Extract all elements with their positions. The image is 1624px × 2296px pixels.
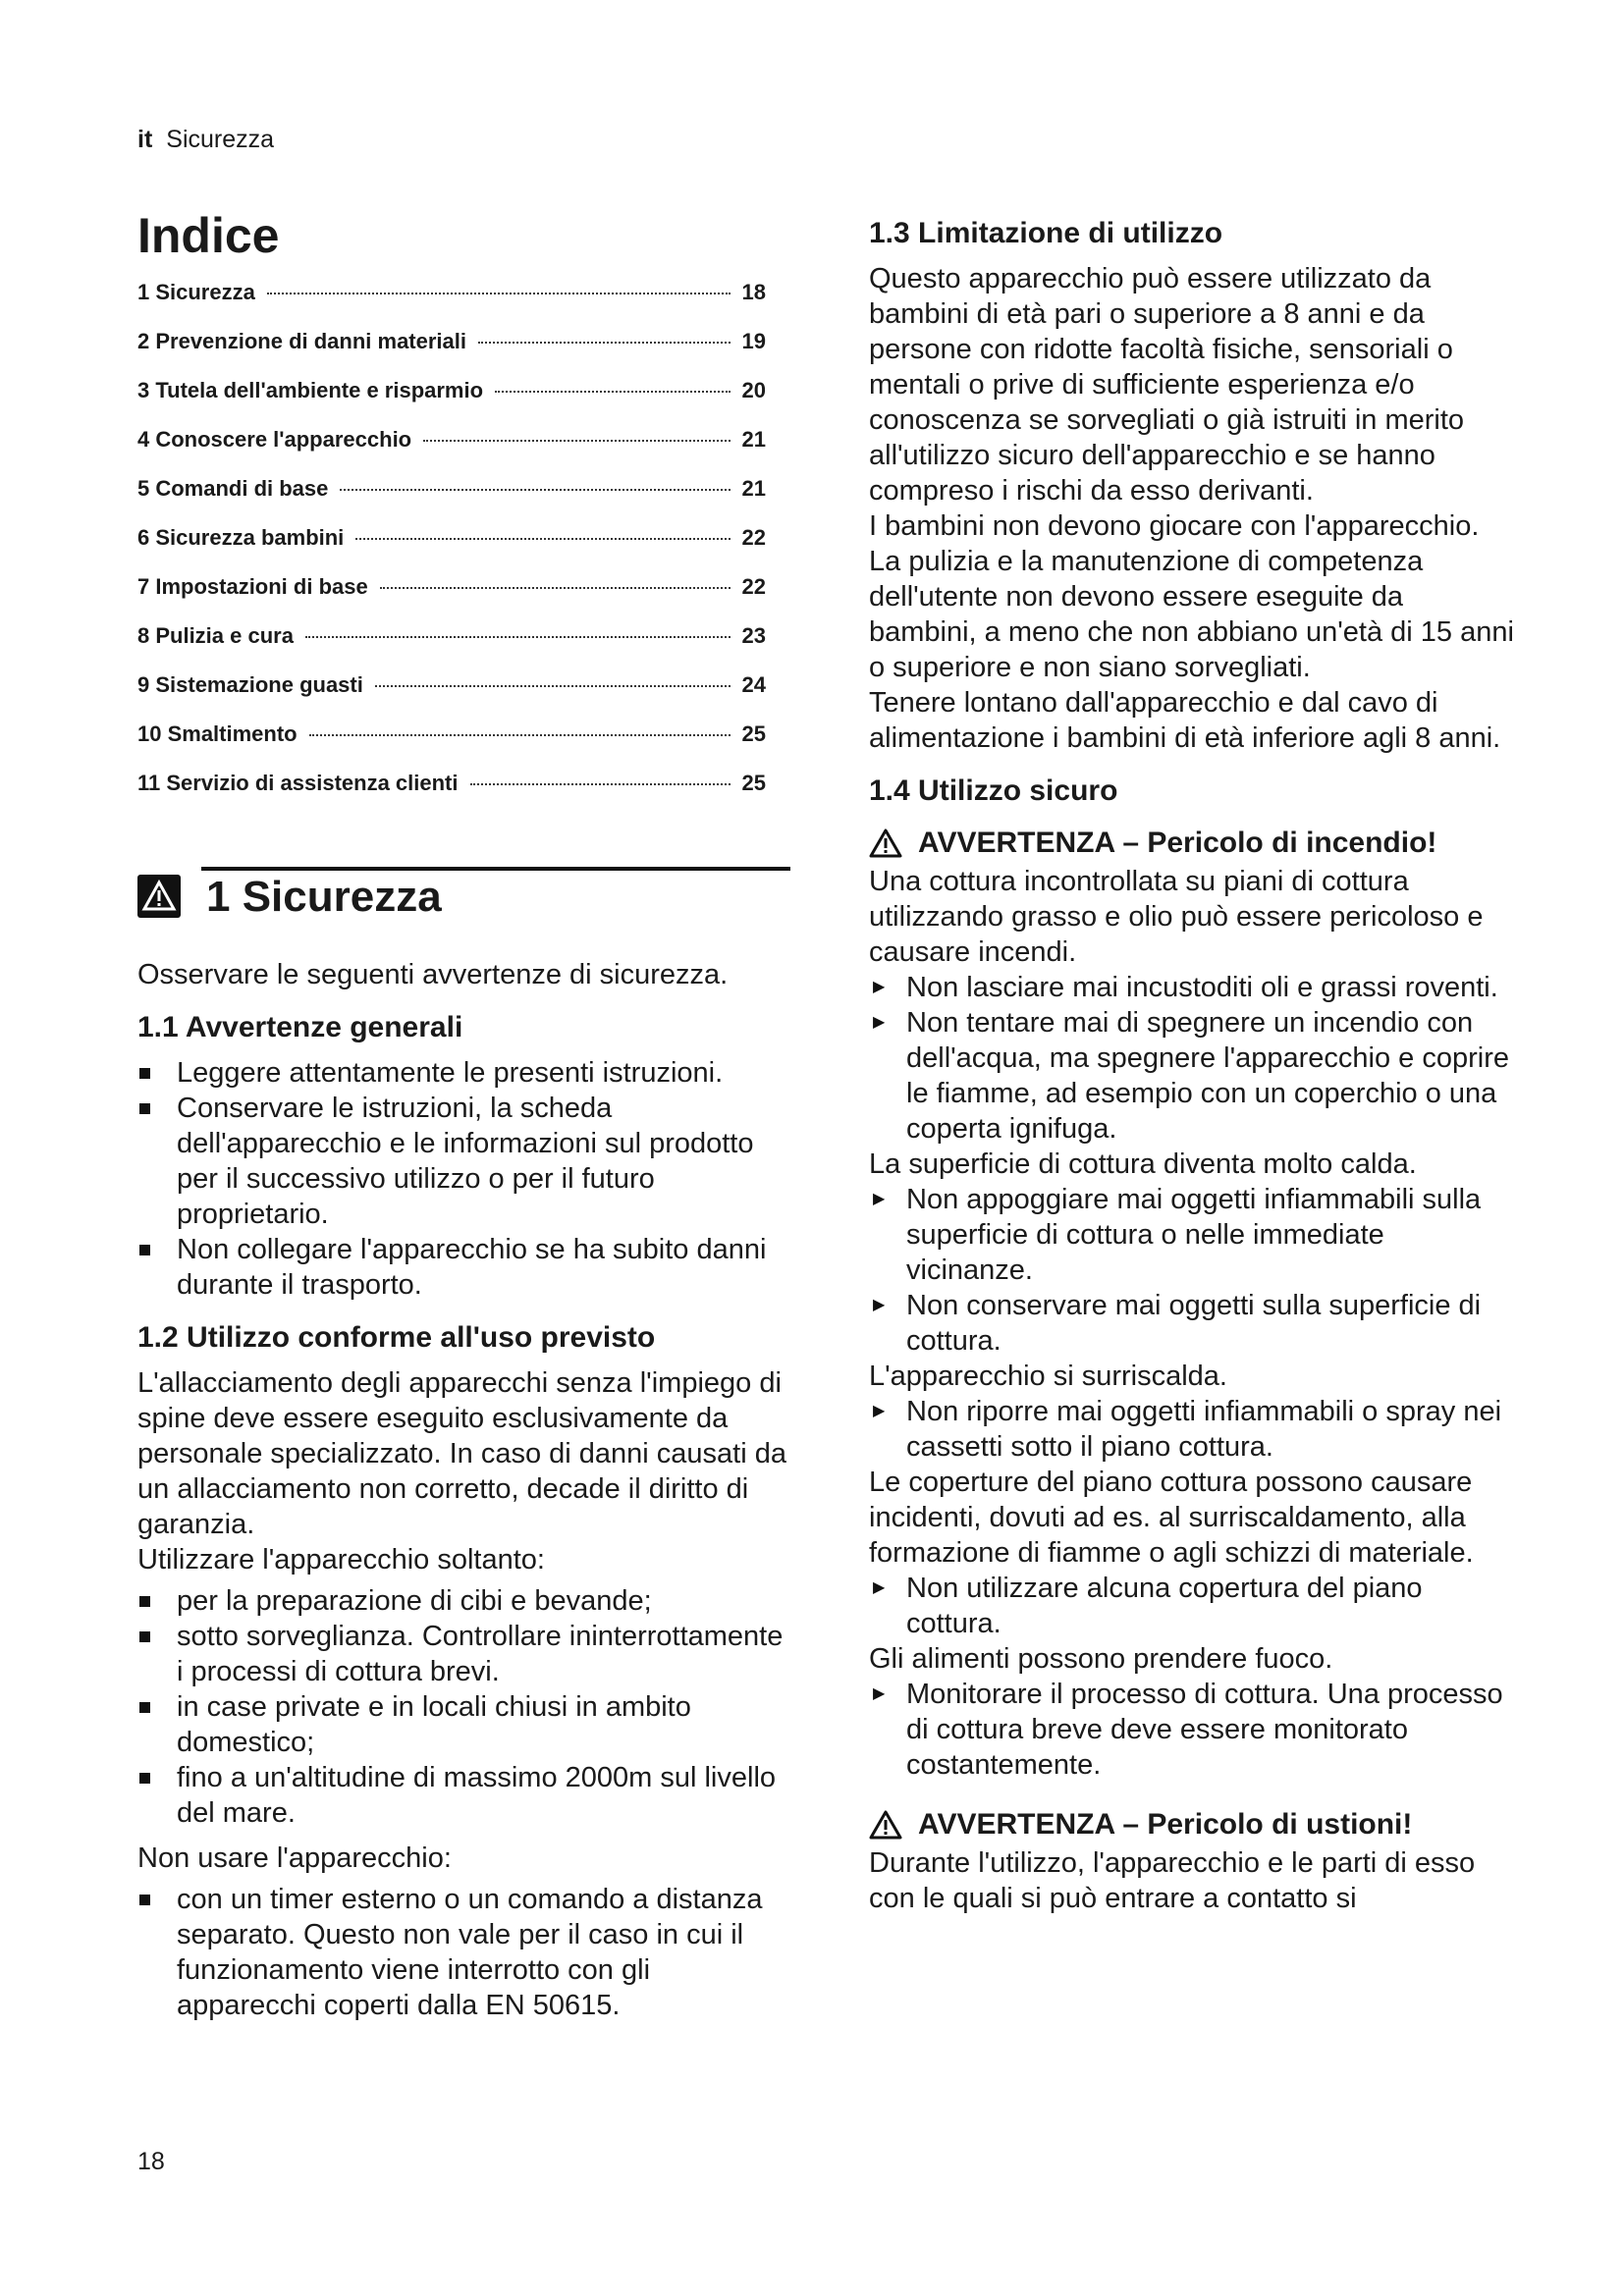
list-item: ▶ Non utilizzare alcuna copertura del piano cottura. [869, 1571, 1517, 1641]
list-item: per la preparazione di cibi e bevande; [137, 1583, 795, 1619]
paragraph: Utilizzare l'apparecchio soltanto: [137, 1544, 545, 1575]
language-code: it [137, 126, 153, 153]
instruction-list [869, 1394, 1517, 1465]
safety-warning-icon [137, 875, 181, 918]
toc-item[interactable]: 1 Sicurezza 18 [137, 280, 766, 304]
instruction-list [869, 1571, 1517, 1641]
intended-use-list [137, 1583, 795, 1831]
general-warnings-list [137, 1055, 795, 1303]
paragraph: L'apparecchio si surriscalda. [869, 1361, 1227, 1392]
toc-item[interactable]: 8 Pulizia e cura 23 [137, 623, 766, 648]
section-title: 1 Sicurezza [206, 873, 442, 921]
paragraph: Non usare l'apparecchio: [137, 1842, 452, 1874]
list-item: ▶ Non lasciare mai incustoditi oli e grassi roventi. [869, 970, 1517, 1005]
toc-item[interactable]: 5 Comandi di base 21 [137, 476, 766, 501]
paragraph: La superficie di cottura diventa molto calda. [869, 1148, 1417, 1180]
toc-item[interactable]: 9 Sistemazione guasti 24 [137, 672, 766, 697]
page-header [137, 126, 274, 154]
list-item: in case private e in locali chiusi in ambito domestico; [137, 1689, 795, 1760]
list-item: Conservare le istruzioni, la scheda dell'apparecchio e le informazioni sul prodotto per il successivo utilizzo o per il futuro proprietario. [137, 1091, 795, 1232]
list-item: ▶ Non appoggiare mai oggetti infiammabili sulla superficie di cottura o nelle immediate vicinanze. [869, 1182, 1517, 1288]
burn-warning-heading: AVVERTENZA – Pericolo di ustioni! [869, 1808, 1517, 1842]
list-item: ▶ Monitorare il processo di cottura. Una processo di cottura breve deve essere monitorato costantemente. [869, 1677, 1517, 1783]
toc-item[interactable]: 10 Smaltimento 25 [137, 721, 766, 746]
subsection-title: 1.4 Utilizzo sicuro [869, 774, 1118, 807]
warning-triangle-icon [869, 1810, 902, 1840]
paragraph: I bambini non devono giocare con l'apparecchio. [869, 510, 1480, 542]
section-rule [201, 867, 790, 871]
subsection-title: 1.1 Avvertenze generali [137, 1011, 463, 1043]
paragraph: Tenere lontano dall'apparecchio e dal cavo di alimentazione i bambini di età inferiore agli 8 anni. [869, 687, 1501, 754]
toc-item[interactable]: 11 Servizio di assistenza clienti 25 [137, 771, 766, 795]
section-heading [137, 867, 795, 957]
toc-list [137, 280, 795, 820]
paragraph: Le coperture del piano cottura possono causare incidenti, dovuti ad es. al surriscaldamento, alla formazione di fiamme o agli schizzi di materiale. [869, 1467, 1474, 1569]
toc-item[interactable]: 6 Sicurezza bambini 22 [137, 525, 766, 550]
list-item: ▶ Non riporre mai oggetti infiammabili o spray nei cassetti sotto il piano cottura. [869, 1394, 1517, 1465]
paragraph: Durante l'utilizzo, l'apparecchio e le parti di esso con le quali si può entrare a contatto si [869, 1847, 1476, 1914]
subsection-title: 1.2 Utilizzo conforme all'uso previsto [137, 1321, 656, 1354]
page-number: 18 [137, 2148, 165, 2175]
list-item: sotto sorveglianza. Controllare ininterrottamente i processi di cottura brevi. [137, 1619, 795, 1689]
list-item: fino a un'altitudine di massimo 2000m sul livello del mare. [137, 1760, 795, 1831]
list-item: con un timer esterno o un comando a distanza separato. Questo non vale per il caso in cui il funzionamento viene interrotto con gli apparecchi coperti dalla EN 50615. [137, 1882, 795, 2023]
header-section: Sicurezza [166, 126, 275, 153]
section-intro: Osservare le seguenti avvertenze di sicurezza. [137, 959, 729, 990]
list-item: ▶ Non conservare mai oggetti sulla superficie di cottura. [869, 1288, 1517, 1359]
toc-title: Indice [137, 208, 280, 263]
paragraph: Questo apparecchio può essere utilizzato da bambini di età pari o superiore a 8 anni e da persone con ridotte facoltà fisiche, sensoriali o mentali o prive di sufficiente esperienza e/o conoscenza se sorvegliati o già istruiti in merito all'utilizzo sicuro dell'apparecchio e se hanno compreso i rischi da esso derivanti. [869, 263, 1465, 507]
paragraph: La pulizia e la manutenzione di competenza dell'utente non devono essere eseguite da bambini, a meno che non abbiano un'età di 15 anni o superiore e non siano sorvegliati. [869, 546, 1514, 683]
subsection-title: 1.3 Limitazione di utilizzo [869, 217, 1223, 249]
paragraph: Una cottura incontrollata su piani di cottura utilizzando grasso e olio può essere pericoloso e causare incendi. [869, 866, 1484, 968]
left-column [137, 208, 795, 2023]
toc-item[interactable]: 7 Impostazioni di base 22 [137, 574, 766, 599]
paragraph: Gli alimenti possono prendere fuoco. [869, 1643, 1333, 1675]
toc-item[interactable]: 3 Tutela dell'ambiente e risparmio 20 [137, 378, 766, 402]
paragraph: L'allacciamento degli apparecchi senza l'impiego di spine deve essere eseguito esclusivamente da personale specializzato. In caso di danni causati da un allacciamento non corretto, decade il diritto di garanzia. [137, 1367, 786, 1540]
instruction-list [869, 970, 1517, 1147]
list-item: Leggere attentamente le presenti istruzioni. [137, 1055, 795, 1091]
right-column [869, 216, 1517, 1916]
instruction-list [869, 1677, 1517, 1783]
toc-item[interactable]: 2 Prevenzione di danni materiali 19 [137, 329, 766, 353]
list-item: Non collegare l'apparecchio se ha subito danni durante il trasporto. [137, 1232, 795, 1303]
instruction-list [869, 1182, 1517, 1359]
warning-triangle-icon [869, 828, 902, 858]
toc-item[interactable]: 4 Conoscere l'apparecchio 21 [137, 427, 766, 452]
do-not-use-list [137, 1882, 795, 2023]
list-item: ▶ Non tentare mai di spegnere un incendio con dell'acqua, ma spegnere l'apparecchio e coprire le fiamme, ad esempio con un coperchio o una coperta ignifuga. [869, 1005, 1517, 1147]
fire-warning-heading: AVVERTENZA – Pericolo di incendio! [869, 827, 1517, 860]
